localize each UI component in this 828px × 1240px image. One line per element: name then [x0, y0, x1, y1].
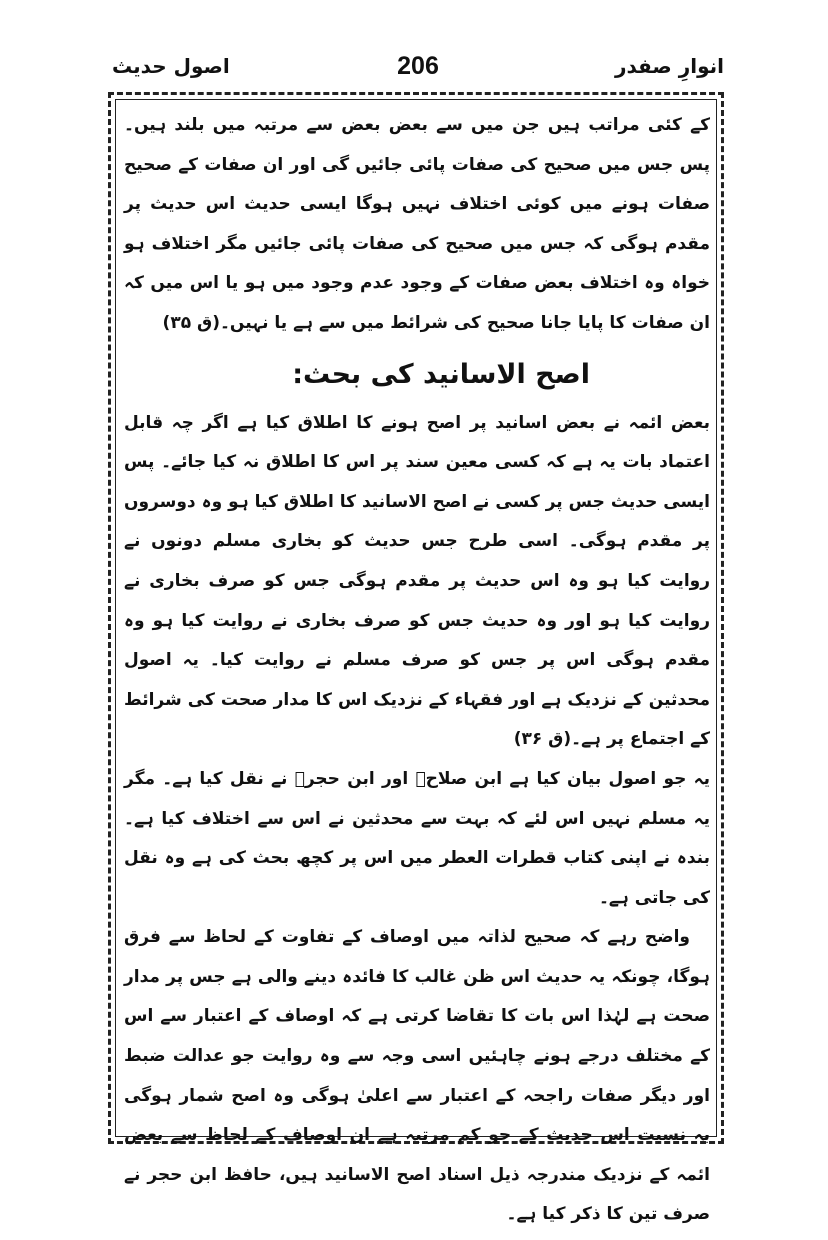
book-title: انوارِ صفدر: [614, 54, 724, 78]
page-header: [112, 52, 724, 88]
page-number: 206: [397, 52, 439, 80]
page-body: [124, 106, 710, 1235]
section-heading: اصح الاسانید کی بحث:: [292, 358, 590, 390]
paragraph-2: بعض ائمہ نے بعض اسانید پر اصح ہونے کا اطلاق کیا ہے اگر چہ قابل اعتماد بات یہ ہے کہ کسی معین سند پر اس کا اطلاق نہ کیا جائے۔ پس ایسی حدیث جس پر کسی نے اصح الاسانید کا اطلاق کیا ہو وہ دوسروں پر مقدم ہوگی۔ اسی طرح جس حدیث کو بخاری مسلم دونوں نے روایت کیا ہو وہ اس حدیث پر مقدم ہوگی جس کو صرف بخاری نے روایت کیا ہو اور وہ حدیث جس کو صرف بخاری نے روایت کیا ہو وہ مقدم ہوگی اس پر جس کو صرف مسلم نے روایت کیا۔ یہ اصول محدثین کے نزدیک ہے اور فقہاء کے نزدیک اس کا مدار صحت کی شرائط کے اجتماع پر ہے۔(ق ۳۶): [124, 412, 710, 750]
section-title: اصول حدیث: [112, 54, 230, 78]
paragraph-1: کے کئی مراتب ہیں جن میں سے بعض بعض سے مرتبہ میں بلند ہیں۔ پس جس میں صحیح کی صفات پائی جائیں گی اور ان صفات کے صحیح صفات ہونے میں کوئی اختلاف نہیں ہوگا ایسی حدیث اس حدیث پر مقدم ہوگی کہ جس میں صحیح کی صفات پائی جائیں مگر اختلاف ہو خواہ وہ اختلاف بعض صفات کے وجود عدم وجود میں ہو یا اس میں کہ ان صفات کا پایا جانا صحیح کی شرائط میں سے ہے یا نہیں۔(ق ۳۵): [124, 115, 710, 333]
paragraph-3: یہ جو اصول بیان کیا ہے ابن صلاحؒ اور ابن حجرؒ نے نقل کیا ہے۔ مگر یہ مسلم نہیں اس لئے کہ بہت سے محدثین نے اس سے اختلاف کیا ہے۔ بندہ نے اپنی کتاب قطرات العطر میں اس پر کچھ بحث کی ہے وہ نقل کی جاتی ہے۔: [124, 768, 710, 908]
paragraph-4: واضح رہے کہ صحیح لذاتہ میں اوصاف کے تفاوت کے لحاظ سے فرق ہوگا، چونکہ یہ حدیث اس ظن غالب کا فائدہ دینے والی ہے جس پر مدار صحت ہے لہٰذا اس بات کا تقاضا کرتی ہے کہ اوصاف کے اعتبار سے اس کے مختلف درجے ہونے چاہئیں اسی وجہ سے وہ روایت جو عدالت ضبط اور دیگر صفات راجحہ کے اعتبار سے اعلیٰ ہوگی وہ اصح شمار ہوگی بہ نسبت اس حدیث کے جو کم مرتبہ ہے ان اوصاف کے لحاظ سے بعض ائمہ کے نزدیک مندرجہ ذیل اسناد اصح الاسانید ہیں، حافظ ابن حجر نے صرف تین کا ذکر کیا ہے۔: [124, 927, 710, 1225]
